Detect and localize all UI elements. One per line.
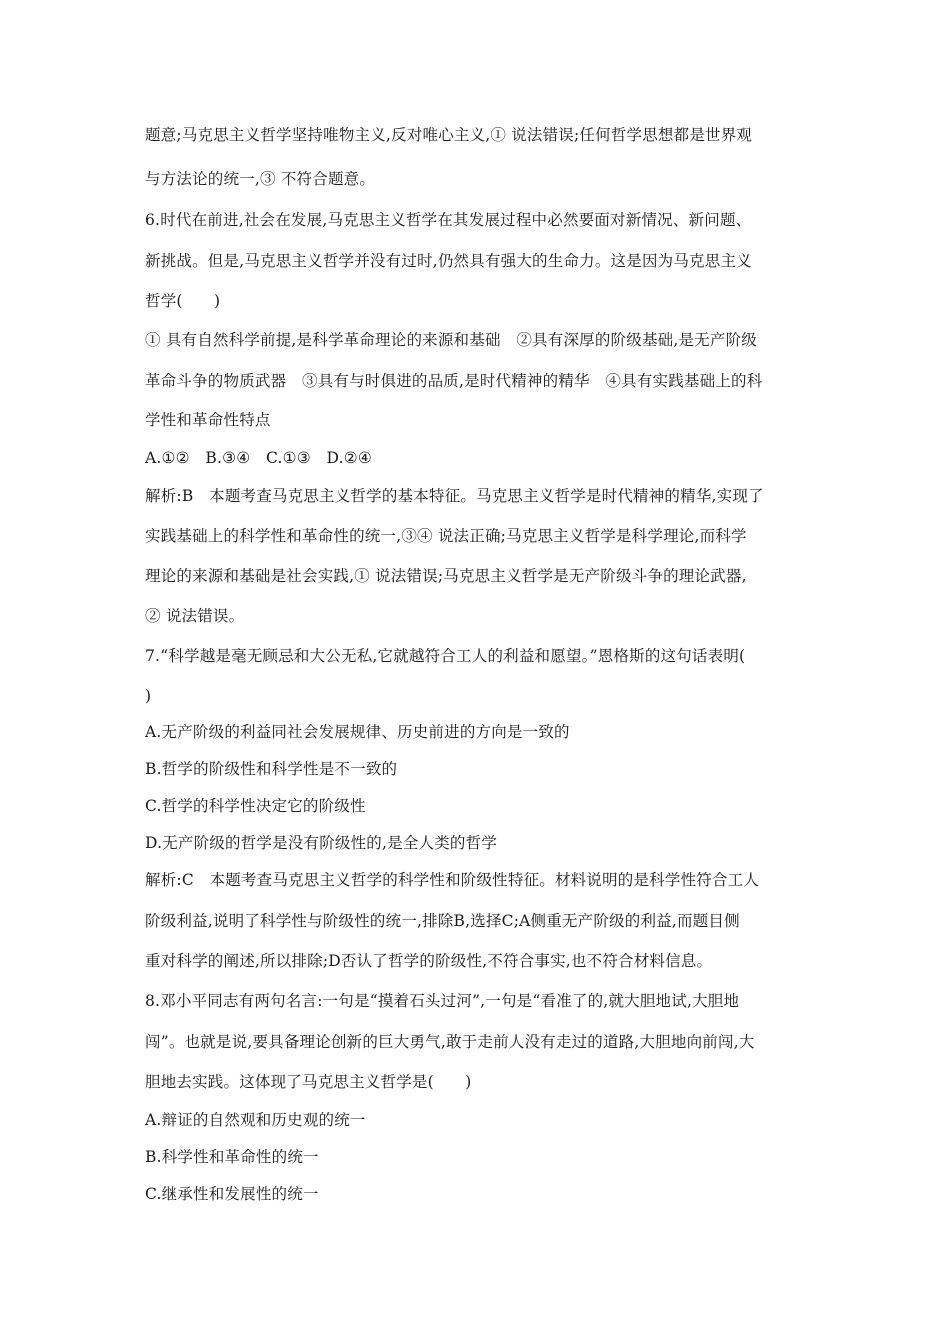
text-line: 题意;马克思主义哲学坚持唯物主义,反对唯心主义,① 说法错误;任何哲学思想都是世界观 [145,126,753,144]
question-7-option-b: B.哲学的阶级性和科学性是不一致的 [145,760,398,778]
question-7-option-c: C.哲学的科学性决定它的阶级性 [145,797,366,815]
text-line: 新挑战。但是,马克思主义哲学并没有过时,仍然具有强大的生命力。这是因为马克思主义 [145,252,752,270]
question-7-analysis: 解析:C 本题考查马克思主义哲学的科学性和阶级性特征。材料说明的是科学性符合工人 [145,871,760,889]
text-line: 学性和革命性特点 [145,411,271,429]
question-8-option-a: A.辩证的自然观和历史观的统一 [145,1111,366,1129]
question-6-options: A.①② B.③④ C.①③ D.②④ [145,449,372,467]
question-6-analysis: 解析:B 本题考查马克思主义哲学的基本特征。马克思主义哲学是时代精神的精华,实现了 [145,487,764,505]
text-line: 阶级利益,说明了科学性与阶级性的统一,排除B,选择C;A侧重无产阶级的利益,而题目侧 [145,912,740,930]
text-line: 哲学( ) [145,292,221,310]
text-line: ) [145,687,152,705]
question-8-option-c: C.继承性和发展性的统一 [145,1185,319,1203]
question-8-option-b: B.科学性和革命性的统一 [145,1148,319,1166]
question-6-statements: ① 具有自然科学前提,是科学革命理论的来源和基础 ②具有深厚的阶级基础,是无产阶级 [145,331,757,349]
question-7-stem: 7.“科学越是毫无顾忌和大公无私,它就越符合工人的利益和愿望。”恩格斯的这句话表明( [145,647,746,665]
text-line: 革命斗争的物质武器 ③具有与时俱进的品质,是时代精神的精华 ④具有实践基础上的科 [145,372,763,390]
text-line: ② 说法错误。 [145,607,245,625]
text-line: 胆地去实践。这体现了马克思主义哲学是( ) [145,1073,472,1091]
question-8-stem: 8.邓小平同志有两句名言:一句是“摸着石头过河”,一句是“看准了的,就大胆地试,大胆地 [145,992,740,1010]
text-line: 与方法论的统一,③ 不符合题意。 [145,170,376,188]
text-line: 闯”。也就是说,要具备理论创新的巨大勇气,敢于走前人没有走过的道路,大胆地向前闯,大 [145,1033,755,1051]
question-7-option-a: A.无产阶级的利益同社会发展规律、历史前进的方向是一致的 [145,723,570,741]
question-7-option-d: D.无产阶级的哲学是没有阶级性的,是全人类的哲学 [145,834,498,852]
text-line: 实践基础上的科学性和革命性的统一,③④ 说法正确;马克思主义哲学是科学理论,而科学 [145,527,747,545]
text-line: 重对科学的阐述,所以排除;D否认了哲学的阶级性,不符合事实,也不符合材料信息。 [145,952,713,970]
question-6-stem: 6.时代在前进,社会在发展,马克思主义哲学在其发展过程中必然要面对新情况、新问题、 [145,211,752,229]
text-line: 理论的来源和基础是社会实践,① 说法错误;马克思主义哲学是无产阶级斗争的理论武器, [145,567,747,585]
